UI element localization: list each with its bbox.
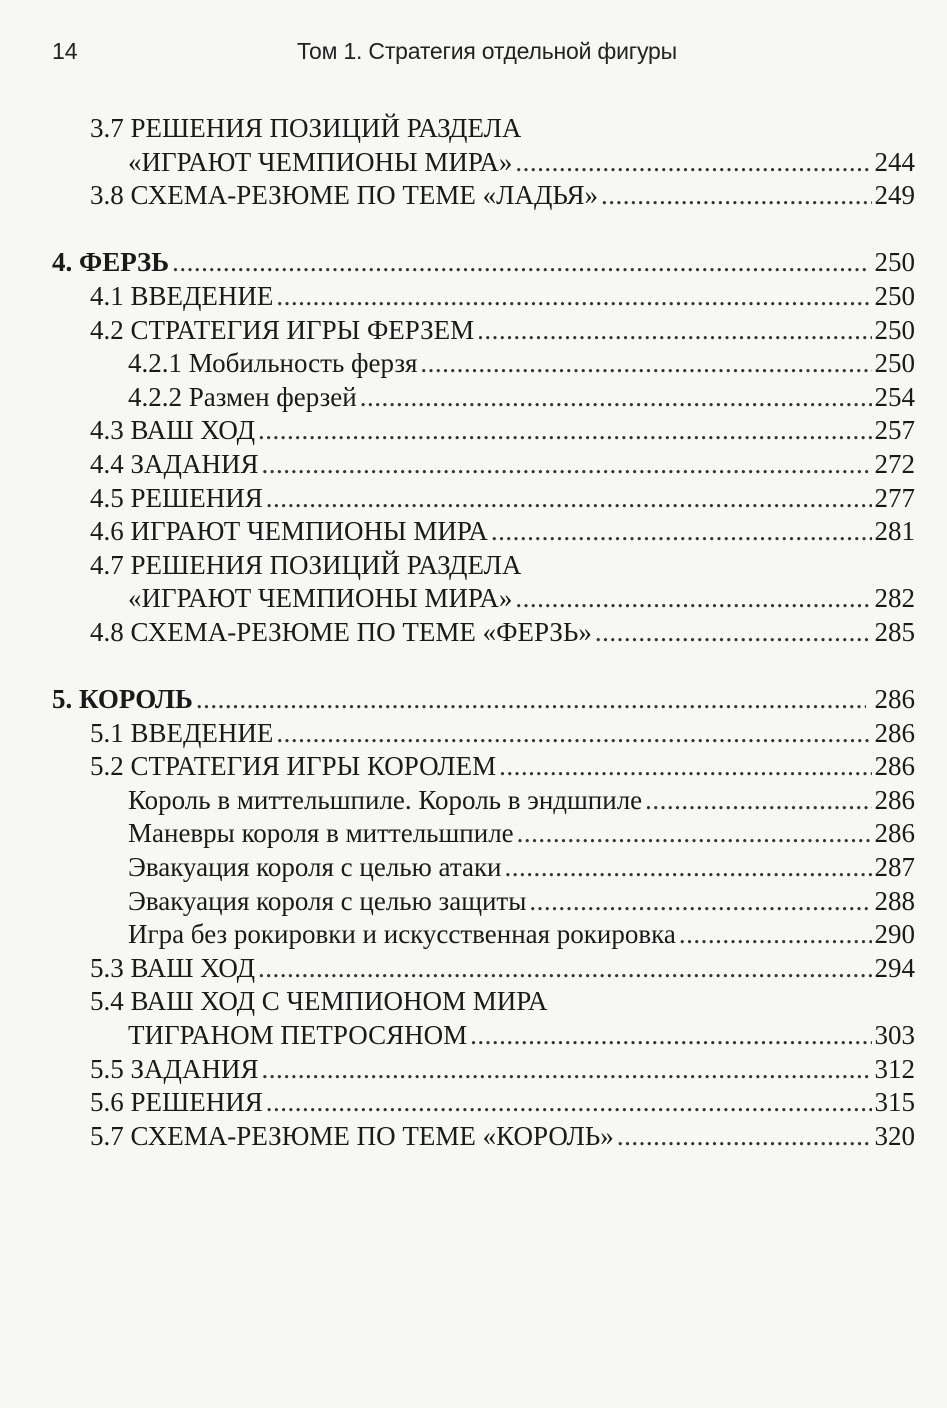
toc-page-number: 286: [874, 717, 915, 748]
toc-page-number: 288: [874, 885, 915, 916]
dot-leader: [266, 482, 872, 516]
toc-entry-title: 4.8 СХЕМА-РЕЗЮМЕ ПО ТЕМЕ «ФЕРЗЬ»: [90, 616, 592, 647]
toc-chapter-5: [52, 683, 915, 717]
toc-entry-5-4: [128, 1019, 915, 1053]
toc-entry-4-6: [90, 515, 915, 549]
toc-entry-5-5: [90, 1053, 915, 1087]
volume-title: Том 1. Стратегия отдельной фигуры: [297, 38, 677, 64]
toc-entry-4-2-1: [128, 347, 915, 381]
toc-entry-3-8: [90, 179, 915, 213]
toc-entry-title: Маневры короля в миттельшпиле: [128, 818, 514, 849]
dot-leader: [276, 280, 871, 314]
dot-leader: [261, 1053, 871, 1087]
dot-leader: [470, 1019, 871, 1053]
dot-leader: [529, 885, 871, 919]
toc-subentry-king-maneuvers: [128, 817, 915, 851]
toc-page-number: 286: [874, 818, 915, 849]
dot-leader: [595, 616, 872, 650]
dot-leader: [679, 918, 872, 952]
toc-chapter-title: 5. КОРОЛЬ: [52, 684, 193, 715]
toc-page-number: 303: [874, 1020, 915, 1051]
toc-page-number: 286: [874, 684, 915, 715]
toc-subentry-king-evacuation-defense: [128, 885, 915, 919]
toc-subentry-king-middlegame-endgame: [128, 784, 915, 818]
dot-leader: [266, 1086, 872, 1120]
toc-entry-5-7: [90, 1120, 915, 1154]
toc-entry-4-7-line1: [90, 549, 947, 583]
toc-page-number: 250: [874, 314, 915, 345]
dot-leader: [601, 179, 872, 213]
toc-page-number: 281: [874, 516, 915, 547]
toc-entry-title: 5.5 ЗАДАНИЯ: [90, 1053, 259, 1084]
toc-entry-title: 4.7 РЕШЕНИЯ ПОЗИЦИЙ РАЗДЕЛА: [90, 549, 522, 580]
toc-page-number: 286: [874, 751, 915, 782]
toc-entry-title: 4.2.1 Мобильность ферзя: [128, 348, 418, 379]
toc-page-number: 286: [874, 784, 915, 815]
toc-entry-3-7: [128, 146, 915, 180]
toc-entry-title: 3.8 СХЕМА-РЕЗЮМЕ ПО ТЕМЕ «ЛАДЬЯ»: [90, 180, 598, 211]
toc-entry-5-6: [90, 1086, 915, 1120]
dot-leader: [645, 784, 871, 818]
toc-entry-title: 5.2 СТРАТЕГИЯ ИГРЫ КОРОЛЕМ: [90, 751, 497, 782]
dot-leader: [505, 851, 872, 885]
toc-entry-4-2-2: [128, 381, 915, 415]
toc-entry-4-2: [90, 314, 915, 348]
toc-entry-title: 5.1 ВВЕДЕНИЕ: [90, 717, 274, 748]
toc-entry-title: 5.7 СХЕМА-РЕЗЮМЕ ПО ТЕМЕ «КОРОЛЬ»: [90, 1120, 614, 1151]
toc-entry-title: «ИГРАЮТ ЧЕМПИОНЫ МИРА»: [128, 146, 513, 177]
toc-entry-title: Король в миттельшпиле. Король в эндшпиле: [128, 784, 643, 815]
toc-page-number: 320: [874, 1120, 915, 1151]
toc-entry-title: 4.2 СТРАТЕГИЯ ИГРЫ ФЕРЗЕМ: [90, 314, 475, 345]
toc-entry-title: 4.4 ЗАДАНИЯ: [90, 448, 259, 479]
toc-entry-title: ТИГРАНОМ ПЕТРОСЯНОМ: [128, 1020, 468, 1051]
toc-entry-title: 5.4 ВАШ ХОД С ЧЕМПИОНОМ МИРА: [90, 986, 548, 1017]
toc-entry-title: 4.2.2 Размен ферзей: [128, 381, 357, 412]
toc-page-number: 272: [874, 448, 915, 479]
dot-leader: [617, 1120, 872, 1154]
toc-entry-title: Эвакуация короля с целью атаки: [128, 852, 502, 883]
dot-leader: [196, 683, 866, 717]
page-number: 14: [52, 38, 78, 64]
toc-entry-4-3: [90, 414, 915, 448]
toc-page-number: 290: [874, 919, 915, 950]
toc-entry-title: 4.1 ВВЕДЕНИЕ: [90, 280, 274, 311]
toc-page-number: 254: [874, 381, 915, 412]
toc-page-number: 294: [874, 952, 915, 983]
dot-leader: [491, 515, 872, 549]
toc-chapter-title: 4. ФЕРЗЬ: [52, 247, 170, 278]
toc-entry-title: Игра без рокировки и искусственная рокировка: [128, 919, 676, 950]
dot-leader: [515, 146, 871, 180]
dot-leader: [276, 717, 871, 751]
dot-leader: [258, 952, 872, 986]
dot-leader: [420, 347, 871, 381]
toc-entry-4-1: [90, 280, 915, 314]
toc-entry-4-7: [128, 582, 915, 616]
toc-entry-4-4: [90, 448, 915, 482]
toc-subentry-king-evacuation-attack: [128, 851, 915, 885]
toc-entry-title: 5.6 РЕШЕНИЯ: [90, 1087, 263, 1118]
toc-page-number: 315: [874, 1087, 915, 1118]
table-of-contents: [0, 112, 947, 1153]
toc-page-number: 250: [874, 280, 915, 311]
toc-page-number: 287: [874, 852, 915, 883]
dot-leader: [172, 246, 865, 280]
dot-leader: [517, 817, 872, 851]
dot-leader: [499, 750, 871, 784]
running-head: [0, 34, 947, 74]
toc-chapter-4: [52, 246, 915, 280]
toc-entry-4-5: [90, 482, 915, 516]
toc-entry-5-3: [90, 952, 915, 986]
toc-page-number: 244: [874, 146, 915, 177]
dot-leader: [515, 582, 871, 616]
toc-entry-title: «ИГРАЮТ ЧЕМПИОНЫ МИРА»: [128, 583, 513, 614]
dot-leader: [258, 414, 872, 448]
toc-entry-title: 4.3 ВАШ ХОД: [90, 415, 255, 446]
dot-leader: [477, 314, 871, 348]
toc-page-number: 257: [874, 415, 915, 446]
toc-entry-5-1: [90, 717, 915, 751]
toc-page-number: 282: [874, 583, 915, 614]
toc-page-number: 285: [874, 616, 915, 647]
toc-entry-title: 4.6 ИГРАЮТ ЧЕМПИОНЫ МИРА: [90, 516, 488, 547]
toc-subentry-no-castling: [128, 918, 915, 952]
toc-page-number: 277: [874, 482, 915, 513]
toc-page-number: 249: [874, 180, 915, 211]
toc-entry-title: 3.7 РЕШЕНИЯ ПОЗИЦИЙ РАЗДЕЛА: [90, 113, 522, 143]
toc-entry-5-4-line1: [90, 985, 947, 1019]
toc-entry-4-8: [90, 616, 915, 650]
toc-entry-3-7-line1: [90, 112, 947, 146]
toc-page-number: 312: [874, 1053, 915, 1084]
toc-page-number: 250: [874, 348, 915, 379]
dot-leader: [360, 381, 872, 415]
toc-entry-title: Эвакуация короля с целью защиты: [128, 885, 527, 916]
toc-entry-5-2: [90, 750, 915, 784]
toc-entry-title: 4.5 РЕШЕНИЯ: [90, 482, 263, 513]
toc-page-number: 250: [874, 247, 915, 278]
toc-entry-title: 5.3 ВАШ ХОД: [90, 952, 255, 983]
dot-leader: [261, 448, 871, 482]
